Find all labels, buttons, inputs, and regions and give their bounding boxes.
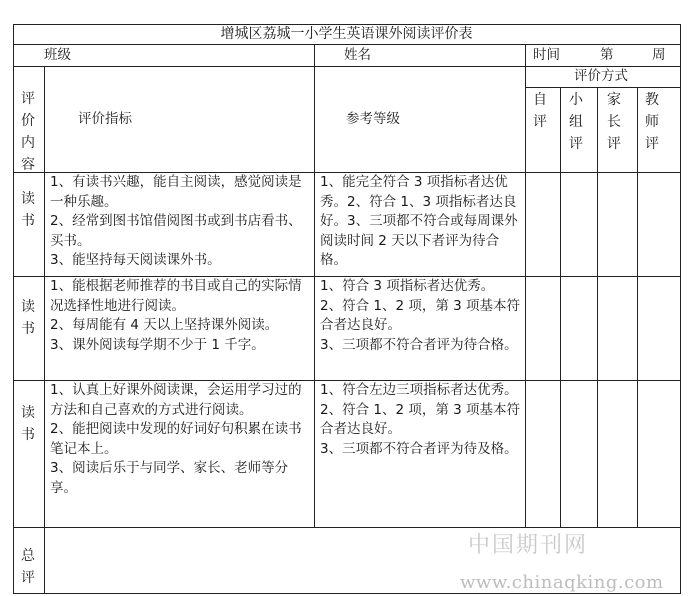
row3-reference-item-2: 2、符合 1、2 项，第 3 项基本符合者达良好。 <box>320 401 521 437</box>
method-teacher: 教 师 评 <box>645 92 659 152</box>
name-label: 姓名 <box>344 47 371 63</box>
row2-indicator-item-2: 2、每周能有 4 天以上坚持课外阅读。 <box>50 317 279 333</box>
line-method-col-3 <box>637 87 638 528</box>
border-bottom <box>13 593 680 594</box>
row1-reference <box>320 173 521 271</box>
row1-side-label: 读 书 <box>21 191 35 229</box>
row1-indicator-item-3: 3、能坚持每天阅读课外书。 <box>50 252 221 268</box>
reference-header: 参考等级 <box>346 111 400 127</box>
border-right <box>680 24 681 594</box>
line-under-method-label <box>525 87 680 88</box>
border-left <box>13 24 14 594</box>
row2-reference <box>320 277 521 355</box>
indicator-header: 评价指标 <box>78 111 132 127</box>
row3-reference <box>320 381 521 459</box>
class-label: 班级 <box>44 47 71 63</box>
row2-indicator <box>50 277 310 355</box>
method-group: 小 组 评 <box>569 92 583 152</box>
row3-indicator-item-3: 3、阅读后乐于与同学、家长、老师等分享。 <box>50 460 289 496</box>
row1-indicator <box>50 173 310 271</box>
row2-indicator-item-1: 1、能根据老师推荐的书目或自己的实际情况选择性地进行阅读。 <box>50 278 302 314</box>
row1-indicator-item-2: 2、经常到图书馆借阅图书或到书店看书、买书。 <box>50 213 302 249</box>
row2-reference-item-1: 1、符合 3 项指标者达优秀。 <box>320 278 495 294</box>
method-self: 自 评 <box>533 92 547 130</box>
row2-reference-item-3: 3、三项都不符合者评为待合格。 <box>320 336 518 353</box>
row3-reference-item-1: 1、符合左边三项指标者达优秀。 <box>320 382 518 398</box>
summary-label: 总 评 <box>21 548 35 586</box>
row3-reference-item-3: 3、三项都不符合者评为待及格。 <box>320 440 518 457</box>
row3-side-label: 读 书 <box>21 405 35 443</box>
line-under-title <box>13 44 680 45</box>
method-parent: 家 长 评 <box>607 92 621 152</box>
time-label: 时间 <box>533 47 560 63</box>
row3-indicator <box>50 381 310 498</box>
row3-indicator-item-2: 2、能把阅读中发现的好词好句积累在读书笔记本上。 <box>50 421 302 457</box>
row2-indicator-item-3: 3、课外阅读每学期不少于 1 千字。 <box>50 336 265 353</box>
eval-method-label: 评价方式 <box>574 68 628 84</box>
row2-reference-item-2: 2、符合 1、2 项，第 3 项基本符合者达良好。 <box>320 297 521 333</box>
line-indicator-col <box>314 44 315 528</box>
table-title: 增城区荔城一小学生英语课外阅读评价表 <box>220 26 473 42</box>
eval-content-label: 评 价 内 容 <box>21 91 35 173</box>
line-method-col-1 <box>560 87 561 528</box>
line-side-col <box>44 66 45 594</box>
row1-indicator-item-1: 1、有读书兴趣，能自主阅读，感觉阅读是一种乐趣。 <box>50 174 302 210</box>
row2-side-label: 读 书 <box>21 299 35 337</box>
week-label: 第 <box>600 47 614 63</box>
week-suffix: 周 <box>652 47 666 63</box>
line-reference-col <box>525 44 526 528</box>
row3-indicator-item-1: 1、认真上好课外阅读课，会运用学习过的方法和自己喜欢的方式进行阅读。 <box>50 382 302 418</box>
watermark-url: www.chinaqking.com <box>460 572 664 593</box>
watermark-cn: 中国期刊网 <box>468 533 589 558</box>
line-method-col-2 <box>597 87 598 528</box>
row1-reference-item-1: 1、能完全符合 3 项指标者达优秀。2、符合 1、3 项指标者达良好。3、三项都不符合或每周课外阅读时间 2 天以下者评为待合格。 <box>320 174 518 268</box>
